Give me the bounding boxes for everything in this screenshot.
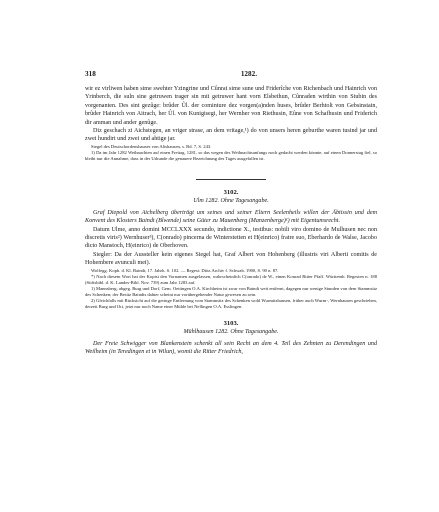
text-3102: Datum Ulme, anno domini MCCLXXX secundo, indictione X., testibus: nobili viro domino de Mulhusen nec non discretis viris²) Wernhuser³), C(onrado) pincerna de Winterstetten et H(einrico) fratre suo, Eberhardo de Walse, Jacobo dicto Manstoch, H(einrico) de Oberhoven. — [85, 226, 377, 250]
prev-doc-paragraph-1: wir ez virliwen haben sime swehter Yzingrine und Cûnrat sime sune und Friderîche von Richenbach und Hainrich von Yrinberch, die suln sine getruwen trager sin mit getruwer hant vorn Elsbethun, Cûnraden wirthin von Stubin des vorgenanten. Des sint gezûge: brûder Ûl. der cominture dez vorgen(a)nden huses, brûder Berhtolt von Gebsinstain, brûder Hainrich von Aitrach, her Ûl. von Kunigisegi, her Wernher von Riethusin, Eûne von Schafhusin und Friderich dir amman und ander genûge. — [85, 86, 377, 126]
summary-3103: Der Freie Schwigger von Blankenstein schenkt all sein Recht an dem 4. Teil des Zehnten zu Derendingen und Weilheim (in Teredingen et in Wilun), womit die Ritter Friedrich, — [85, 340, 377, 356]
summary-3102: Graf Diepold von Aichelberg überträgt um seines und seiner Eltern Seelenheils willen der Äbtissin und dem Konvent des Klosters Baindt (Bîwende) seine Güter zu Mauenberg (Manzenberge)¹) mit Eigentumsrecht. — [85, 209, 377, 225]
running-year: 1282. — [240, 70, 257, 78]
footnote-3102-c: 2) Gleichfalls mit Rücksicht auf die geringe Entfernung vom Stammsitz des Schenken wohl Wurmitzhausen, früher auch Wurm-, Wernhausen geschrieben, derzeit Burg und Ort, jetzt nur noch Name einer Mühle bei Nellingen O.A. Esslingen. — [85, 297, 377, 309]
page-number: 318 — [85, 70, 96, 78]
prev-doc-paragraph-2: Diz geschach zi Aichstegen, an vriger strase, an dem vritage,¹) do von unsers heren geburthe waren tusind jar und zwei hundirt und zwei und ahtige jar. — [85, 128, 377, 143]
place-date-3103: Mühlhausen 1282. Ohne Tagesangabe. — [183, 328, 279, 335]
prev-doc-seal: Siegel des Deutschordenshauses von Altshausen, s. Bd. 7, S. 243. — [91, 143, 212, 149]
separator-rule — [85, 167, 377, 185]
prev-doc-footnote: 1) Da im Jahr 1282 Weihnachten auf einen Freitag, 1281, so das wegen des Weihnachtsanfangs noch gedacht werden könnte, auf einen Donnerstag fiel, so bleibt nur die Annahme, dass in der Urkunde die genauere Bezeichnung des Tages ausgefallen ist. — [85, 149, 377, 161]
footnote-3102-a: *) Nach diesem Wort hat der Kopist den Vornamen ausgelassen, wahrscheinlich C(onrado) de W., einen Konrad Ritter Pfaff. Württemb. Regesten n. 188 (Stiftsbibl. d. K. Landes-Bibl. Nov. 739) zum Jahr 1283 auf. — [85, 273, 377, 285]
seal-note-3102: Siegler: Da der Aussteller kein eigenes Siegel hat, Graf Albert von Hohenberg (illustris viri Alberti comitis de Hohembere avunculi mei). — [85, 251, 377, 267]
document-number-3103: 3103. — [223, 319, 239, 327]
document-number-3102: 3102. — [223, 188, 239, 196]
footnote-3102-b: 1) Mannsberg, abgeg. Burg und Dorf, Gem. Oettingen O.A. Kirchheim ist zwar von Baindt weit entfernt, dagegen nur wenige Stunden von dem Stammsitz des Schenken; der Besitz Baindts dahier scheint nur vorübergehender Natur gewesen zu sein. — [85, 285, 377, 297]
source-3102: Wolfegg. Kopb. d. Kl. Baindt, 17. Jahrh. S. 102. — Regest: Diöz.Archiv f. Schwab. 1900, S. 90 n. 87. — [91, 267, 279, 273]
place-date-3102: Ulm 1282. Ohne Tagesangabe. — [193, 197, 269, 204]
page-header — [85, 70, 377, 79]
